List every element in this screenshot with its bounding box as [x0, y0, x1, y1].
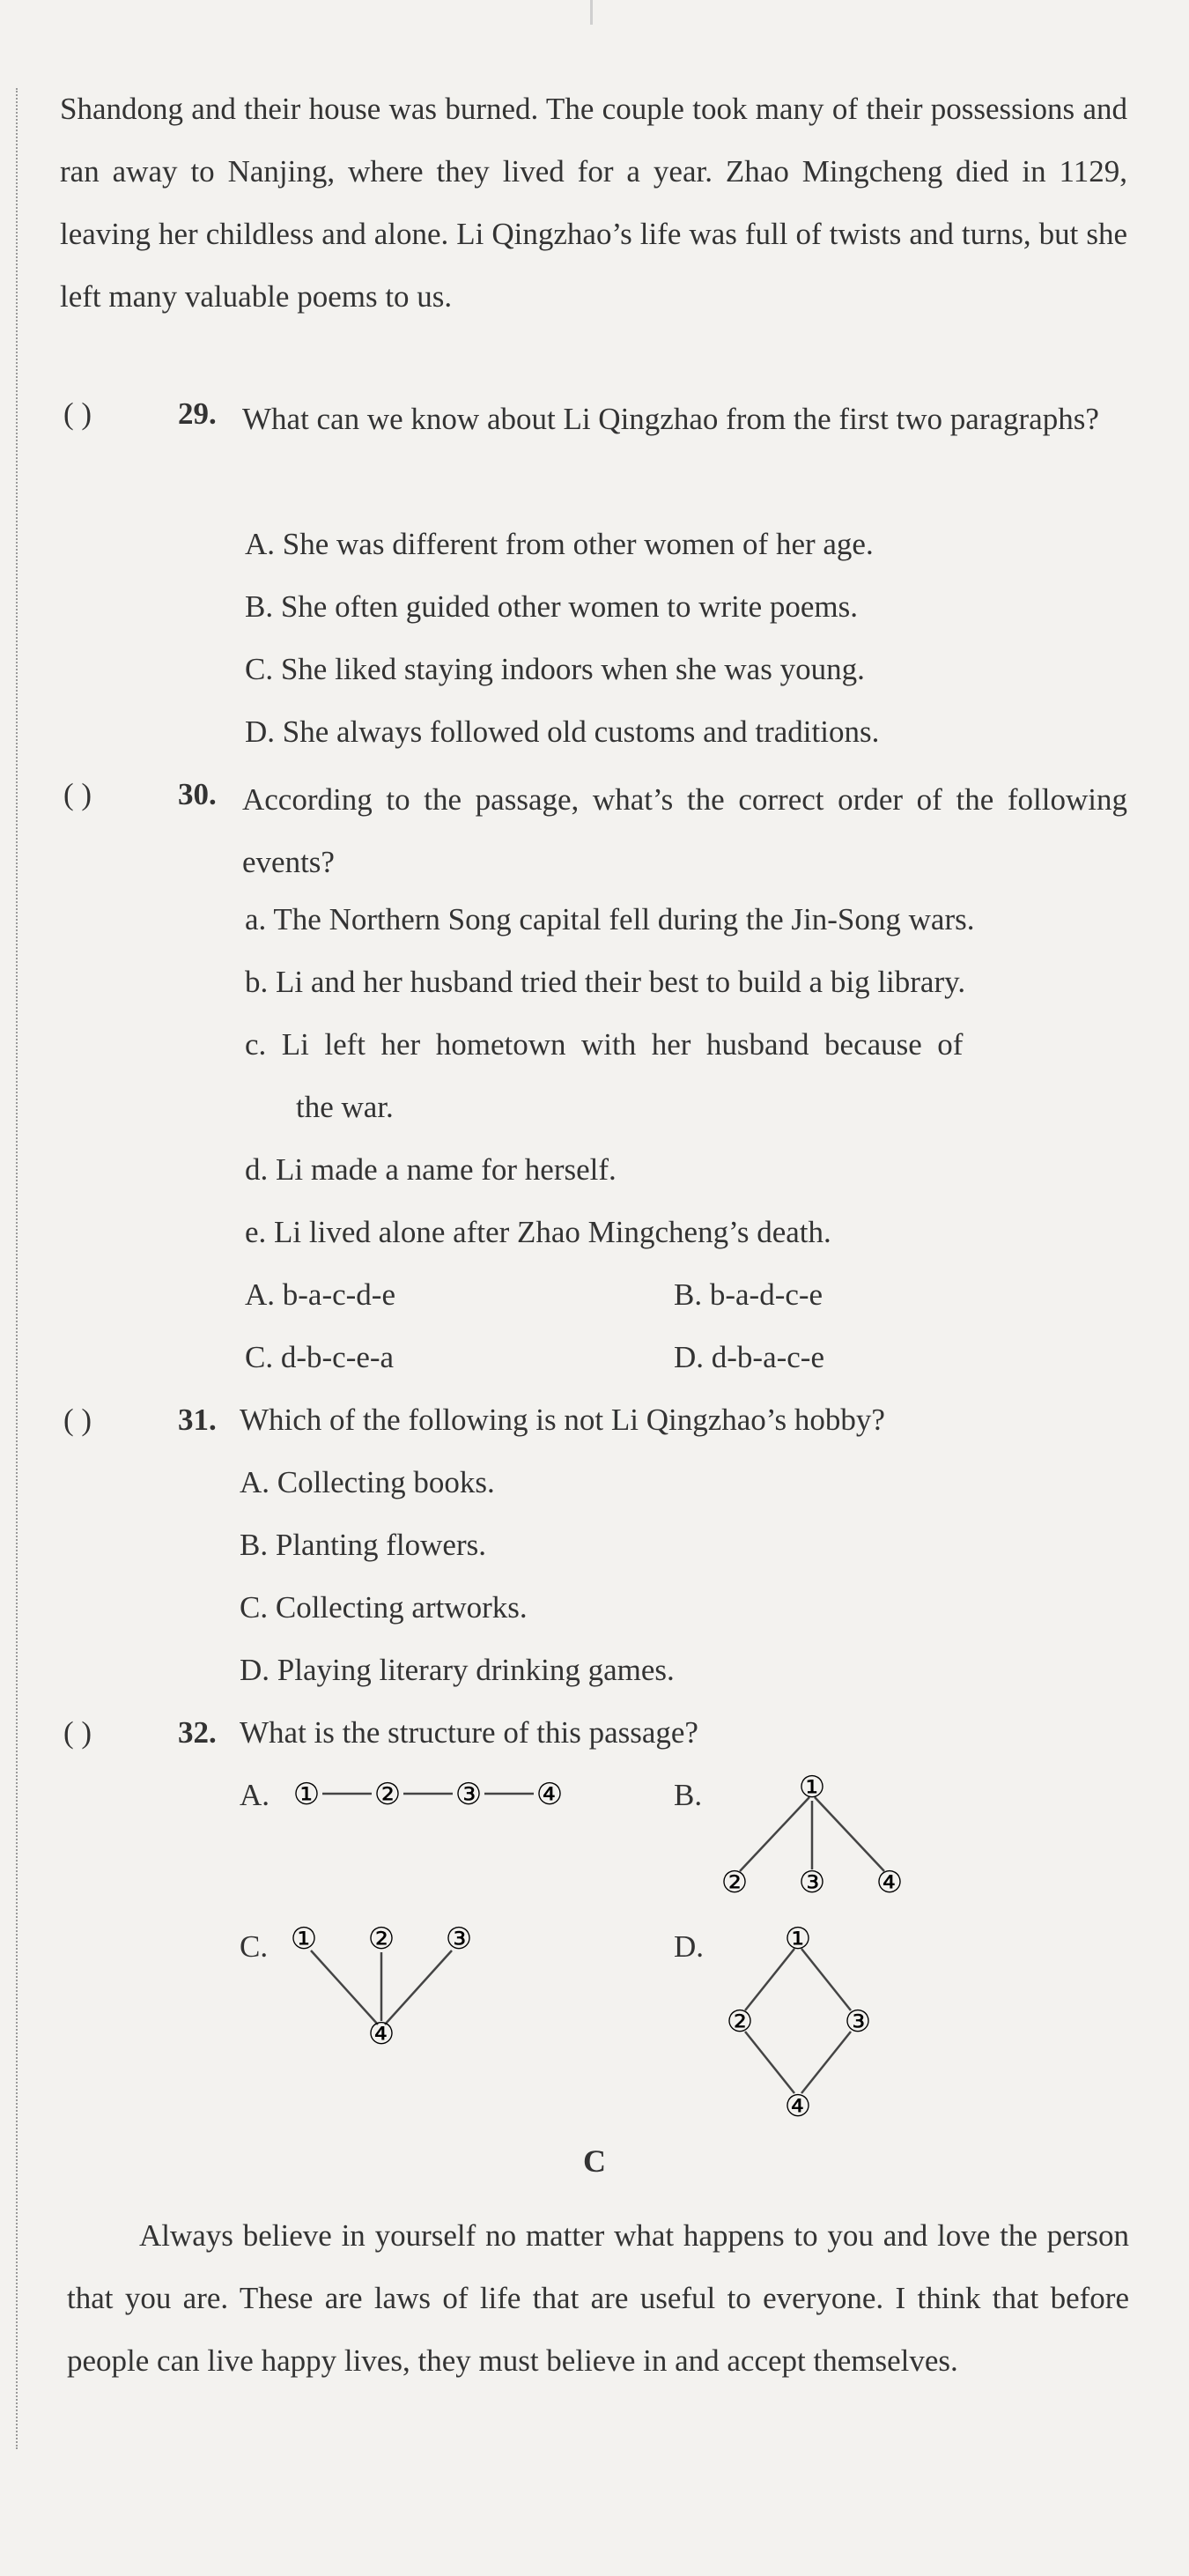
node-3: ③	[445, 1921, 473, 1957]
passage-paragraph: Shandong and their house was burned. The couple took many of their possessions and ran away to Nanjing, where they lived for a year. Zhao Mingcheng died in 1129, leaving her childless and alone. Li Qingzhao’s life was full of twists and turns, but she left many valuable poems to us.	[60, 92, 1127, 314]
option-b[interactable]: B. Planting flowers.	[240, 1528, 486, 1562]
node-2: ②	[720, 1865, 749, 1900]
event-d: d. Li made a name for herself.	[245, 1152, 617, 1187]
option-c[interactable]: C. Collecting artworks.	[240, 1590, 528, 1625]
node-4: ④	[535, 1777, 564, 1812]
question-number: 29.	[178, 396, 217, 431]
section-title: C	[583, 2143, 606, 2179]
question-30-text: According to the passage, what’s the correct order of the following events?	[242, 782, 1127, 879]
binding-margin-line	[16, 88, 18, 2449]
node-1: ①	[290, 1921, 318, 1957]
edge-line	[740, 1797, 809, 1871]
question-number: 31.	[178, 1403, 217, 1437]
question-32-text: What is the structure of this passage?	[240, 1715, 698, 1750]
section-c-paragraph: Always believe in yourself no matter what happens to you and love the person that you are. These are laws of life that are useful to everyone. I think that before people can live happy lives, they must believe in and accept themselves.	[67, 2218, 1129, 2378]
edge-line	[385, 1951, 452, 2025]
structure-diagram-c	[286, 1921, 480, 2053]
answer-blank[interactable]: ( )	[63, 396, 92, 431]
node-2: ②	[367, 1921, 395, 1957]
event-c-line2: the war.	[296, 1090, 394, 1124]
node-2: ②	[726, 2004, 754, 2039]
edge-line	[801, 2032, 851, 2093]
node-2: ②	[373, 1777, 402, 1812]
option-b[interactable]: B. b-a-d-c-e	[674, 1277, 823, 1312]
event-c-line1: c. Li left her hometown with her husband because of	[245, 1027, 964, 1062]
edge-line	[801, 1949, 851, 2010]
edge-line	[745, 2032, 794, 2093]
top-mark	[590, 0, 593, 25]
question-number: 30.	[178, 777, 217, 811]
node-3: ③	[454, 1777, 483, 1812]
node-4: ④	[784, 2089, 812, 2124]
node-1: ①	[784, 1921, 812, 1957]
option-c-label[interactable]: C.	[240, 1929, 269, 1964]
question-29-text: What can we know about Li Qingzhao from the first two paragraphs?	[242, 402, 1099, 436]
event-e: e. Li lived alone after Zhao Mingcheng’s death.	[245, 1215, 831, 1249]
option-d[interactable]: D. She always followed old customs and traditions.	[245, 714, 880, 749]
question-number: 32.	[178, 1715, 217, 1750]
node-4: ④	[367, 2017, 395, 2052]
answer-blank[interactable]: ( )	[63, 1715, 92, 1750]
structure-diagram-b	[713, 1771, 916, 1903]
option-a[interactable]: A. b-a-c-d-e	[245, 1277, 396, 1312]
option-a[interactable]: A. She was different from other women of her age.	[245, 527, 874, 561]
option-a[interactable]: A. Collecting books.	[240, 1465, 495, 1499]
node-1: ①	[292, 1777, 321, 1812]
event-a: a. The Northern Song capital fell during the Jin-Song wars.	[245, 902, 975, 936]
node-4: ④	[875, 1865, 904, 1900]
structure-diagram-d	[715, 1919, 891, 2130]
edge-line	[311, 1951, 378, 2025]
option-b-label[interactable]: B.	[674, 1778, 703, 1812]
option-d-label[interactable]: D.	[674, 1929, 705, 1964]
option-d[interactable]: D. Playing literary drinking games.	[240, 1653, 675, 1687]
node-3: ③	[798, 1865, 826, 1900]
edge-line	[815, 1797, 884, 1871]
answer-blank[interactable]: ( )	[63, 777, 92, 811]
answer-blank[interactable]: ( )	[63, 1403, 92, 1437]
event-b: b. Li and her husband tried their best to build a big library.	[245, 965, 966, 999]
edge-line	[745, 1949, 794, 2010]
option-d[interactable]: D. d-b-a-c-e	[674, 1340, 825, 1374]
option-b[interactable]: B. She often guided other women to write poems.	[245, 589, 858, 624]
option-c[interactable]: C. d-b-c-e-a	[245, 1340, 395, 1374]
node-1: ①	[798, 1770, 826, 1805]
option-c[interactable]: C. She liked staying indoors when she was young.	[245, 652, 865, 686]
structure-diagram-a	[291, 1774, 581, 1813]
question-31-text: Which of the following is not Li Qingzhao’s hobby?	[240, 1403, 885, 1437]
node-3: ③	[844, 2004, 872, 2039]
option-a-label[interactable]: A.	[240, 1778, 270, 1812]
